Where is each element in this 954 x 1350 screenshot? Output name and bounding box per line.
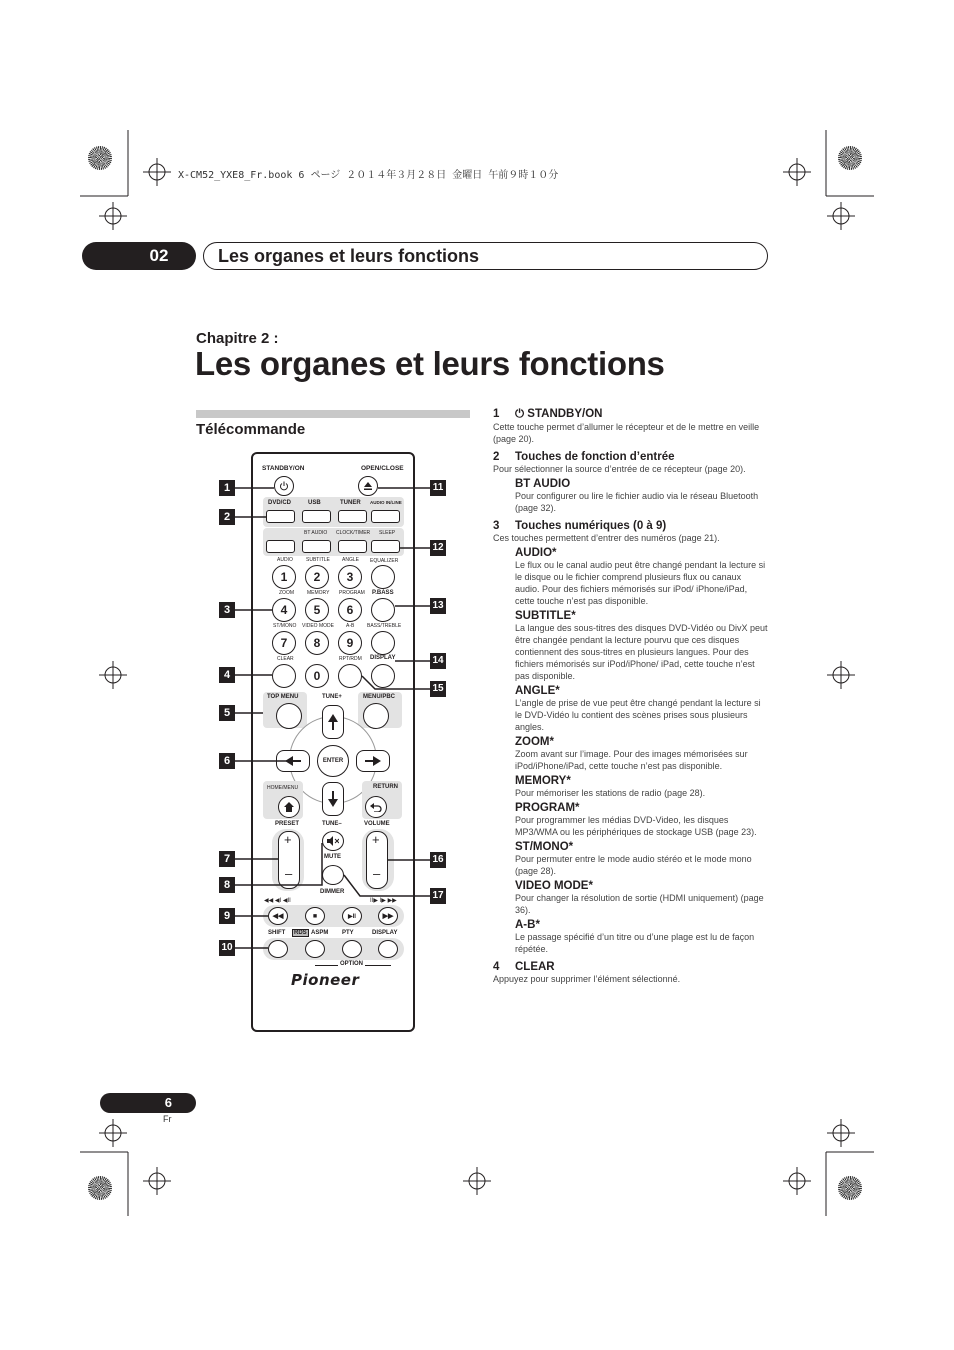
- pioneer-logo: Pioneer: [291, 971, 360, 989]
- desc-subheading: BT AUDIO: [515, 478, 571, 490]
- digit-key: 8: [305, 631, 329, 655]
- callout: 15: [430, 681, 446, 697]
- digit-key: 6: [338, 598, 362, 622]
- volume-label: VOLUME: [364, 821, 390, 827]
- transport-left-label: ◀◀ ◀I ◀II: [264, 898, 291, 904]
- chapter-label: Chapitre 2 :: [196, 330, 279, 347]
- digit-key: 4: [272, 598, 296, 622]
- desc-heading: 2 Touches de fonction d’entrée: [493, 451, 675, 463]
- home-menu-label: HOME/MENU: [267, 785, 299, 791]
- desc-subheading: SUBTITLE*: [515, 610, 576, 622]
- callout: 3: [219, 602, 235, 618]
- key-label: DISPLAY: [370, 655, 396, 661]
- desc-subheading: ST/MONO*: [515, 841, 574, 853]
- desc-subheading: A-B*: [515, 919, 540, 931]
- callout: 13: [430, 598, 446, 614]
- desc-subheading: AUDIO*: [515, 547, 557, 559]
- chapter-number-badge: 02: [82, 242, 196, 270]
- callout: 8: [219, 877, 235, 893]
- enter-button-label: ENTER: [317, 745, 349, 777]
- desc-text: Zoom avant sur l’image. Pour des images mémorisées sur iPod/iPhone/iPad, cette touche n’est pas disponible.: [515, 749, 748, 771]
- desc-text: Pour configurer ou lire le fichier audio via le réseau Bluetooth (page 32).: [515, 491, 759, 513]
- key-label: ST/MONO: [273, 623, 297, 629]
- desc-text: Pour sélectionner la source d’entrée de ce récepteur (page 20).: [493, 464, 746, 474]
- desc-subheading: PROGRAM*: [515, 802, 580, 814]
- page-title: Les organes et leurs fonctions: [195, 345, 665, 382]
- shift-label: SHIFT: [268, 930, 286, 936]
- desc-text: Pour permuter entre le mode audio stéréo et le mode mono (page 28).: [515, 854, 752, 876]
- desc-text: La langue des sous-titres des disques DVD-Vidéo ou DivX peut être changée pendant la lecture pourvu que ces disques contiennent des sous-titres en plusieurs langues. Pour des fichiers mémorisés sur iPod/iPhone/ iPad, cette touche n’est pas disponible.: [515, 623, 768, 681]
- preset-label: PRESET: [275, 821, 300, 827]
- desc-subheading: VIDEO MODE*: [515, 880, 593, 892]
- desc-subheading: ANGLE*: [515, 685, 560, 697]
- mute-label: MUTE: [324, 854, 341, 860]
- sleep-label: SLEEP: [379, 530, 396, 536]
- key-label: ANGLE: [342, 557, 359, 563]
- digit-key: 3: [338, 565, 362, 589]
- desc-heading: 4 CLEAR: [493, 961, 555, 973]
- rds-label: RDS: [294, 930, 307, 936]
- page-number: 6: [100, 1093, 196, 1113]
- transport-right-label: II▶ I▶ ▶▶: [370, 898, 397, 904]
- key-label: P.BASS: [372, 590, 394, 596]
- menu-pbc-label: MENU/PBC: [363, 694, 396, 700]
- desc-text: Le passage spécifié d’un titre ou d’une plage est lu de façon répétée.: [515, 932, 755, 954]
- callout: 5: [219, 705, 235, 721]
- digit-key: 9: [338, 631, 362, 655]
- stop-icon: ■: [305, 907, 325, 925]
- digit-key: 7: [272, 631, 296, 655]
- aspm-label: ASPM: [311, 930, 329, 936]
- return-label: RETURN: [373, 784, 398, 790]
- desc-text: L’angle de prise de vue peut être changé pendant la lecture si le DVD-Vidéo lu contient des scènes prises sous plusieurs angles.: [515, 698, 761, 732]
- tune-plus-label: TUNE+: [322, 694, 342, 700]
- print-header: X-CM52_YXE8_Fr.book 6 ページ ２０１４年３月２８日 金曜日 午前９時１０分: [178, 170, 559, 181]
- descriptions: [493, 408, 768, 985]
- section-title: Télécommande: [196, 421, 306, 438]
- callout: 17: [430, 888, 446, 904]
- key-label: BASS/TREBLE: [367, 623, 402, 629]
- callout: 12: [430, 540, 446, 556]
- source-label-dvd: DVD/CD: [268, 500, 292, 506]
- desc-text: Pour changer la résolution de sortie (HDMI uniquement) (page 36).: [515, 893, 764, 915]
- source-label-audioin: AUDIO IN/LINE: [370, 500, 402, 505]
- page-language: Fr: [163, 1114, 172, 1124]
- key-label: EQUALIZER: [370, 558, 399, 564]
- chapter-header-title: Les organes et leurs fonctions: [203, 242, 768, 270]
- prev-icon: ◀◀: [268, 907, 288, 925]
- option-label: OPTION: [340, 961, 364, 967]
- callout: 14: [430, 653, 446, 669]
- digit-key: 5: [305, 598, 329, 622]
- key-label: VIDEO MODE: [302, 623, 334, 629]
- callout: 6: [219, 753, 235, 769]
- key-label: ZOOM: [279, 590, 294, 596]
- volume-minus: –: [373, 866, 381, 881]
- key-label: SUBTITLE: [306, 557, 330, 563]
- callout: 11: [430, 480, 446, 496]
- key-label: CLEAR: [277, 656, 294, 662]
- desc-text: Ces touches permettent d’entrer des numéros (page 21).: [493, 533, 720, 543]
- desc-text: Le flux ou le canal audio peut être changé pendant la lecture si le disque ou le fichier comprend plusieurs flux ou canaux audio. Pour des fichiers mémorisés sur iPod/ iPhone/iPad, cette touche n’est pas disponible.: [515, 560, 766, 606]
- source-label-usb: USB: [308, 500, 321, 506]
- pty-label: PTY: [342, 930, 354, 936]
- callout: 1: [219, 480, 235, 496]
- volume-plus: +: [372, 832, 380, 847]
- source-label-tuner: TUNER: [340, 500, 361, 506]
- display-label: DISPLAY: [372, 930, 398, 936]
- desc-subheading: MEMORY*: [515, 775, 571, 787]
- desc-heading: 1 ⏻ STANDBY/ON: [493, 408, 603, 420]
- key-label: PROGRAM: [339, 590, 365, 596]
- preset-minus: –: [285, 866, 293, 881]
- desc-text: Cette touche permet d’allumer le récepteur et de le mettre en veille (page 20).: [493, 422, 760, 444]
- key-label: AUDIO: [277, 557, 293, 563]
- desc-heading: 3 Touches numériques (0 à 9): [493, 520, 667, 532]
- open-close-label: OPEN/CLOSE: [361, 465, 404, 472]
- desc-text: Pour mémoriser les stations de radio (page 28).: [515, 788, 706, 798]
- bt-audio-label: BT AUDIO: [304, 530, 328, 536]
- callout: 16: [430, 852, 446, 868]
- play-pause-icon: ▶II: [342, 907, 362, 925]
- key-label: A-B: [346, 623, 355, 629]
- callout: 4: [219, 667, 235, 683]
- callout: 2: [219, 509, 235, 525]
- standby-label: STANDBY/ON: [262, 465, 305, 472]
- top-menu-label: TOP MENU: [267, 694, 299, 700]
- digit-key: 1: [272, 565, 296, 589]
- callout: 7: [219, 851, 235, 867]
- desc-text: Appuyez pour supprimer l’élément sélectionné.: [493, 974, 681, 984]
- callout: 9: [219, 908, 235, 924]
- digit-key: 2: [305, 565, 329, 589]
- key-label: RPT/RDM: [339, 656, 362, 662]
- desc-subheading: ZOOM*: [515, 736, 554, 748]
- next-icon: ▶▶: [378, 907, 398, 925]
- dimmer-label: DIMMER: [320, 889, 345, 895]
- digit-key: 0: [305, 664, 329, 688]
- callout: 10: [219, 940, 235, 956]
- clock-timer-label: CLOCK/TIMER: [336, 530, 371, 536]
- desc-text: Pour programmer les médias DVD-Video, les disques MP3/WMA ou les périphériques de stockage USB (page 23).: [515, 815, 757, 837]
- preset-plus: +: [284, 832, 292, 847]
- key-label: MEMORY: [307, 590, 330, 596]
- tune-minus-label: TUNE–: [322, 821, 342, 827]
